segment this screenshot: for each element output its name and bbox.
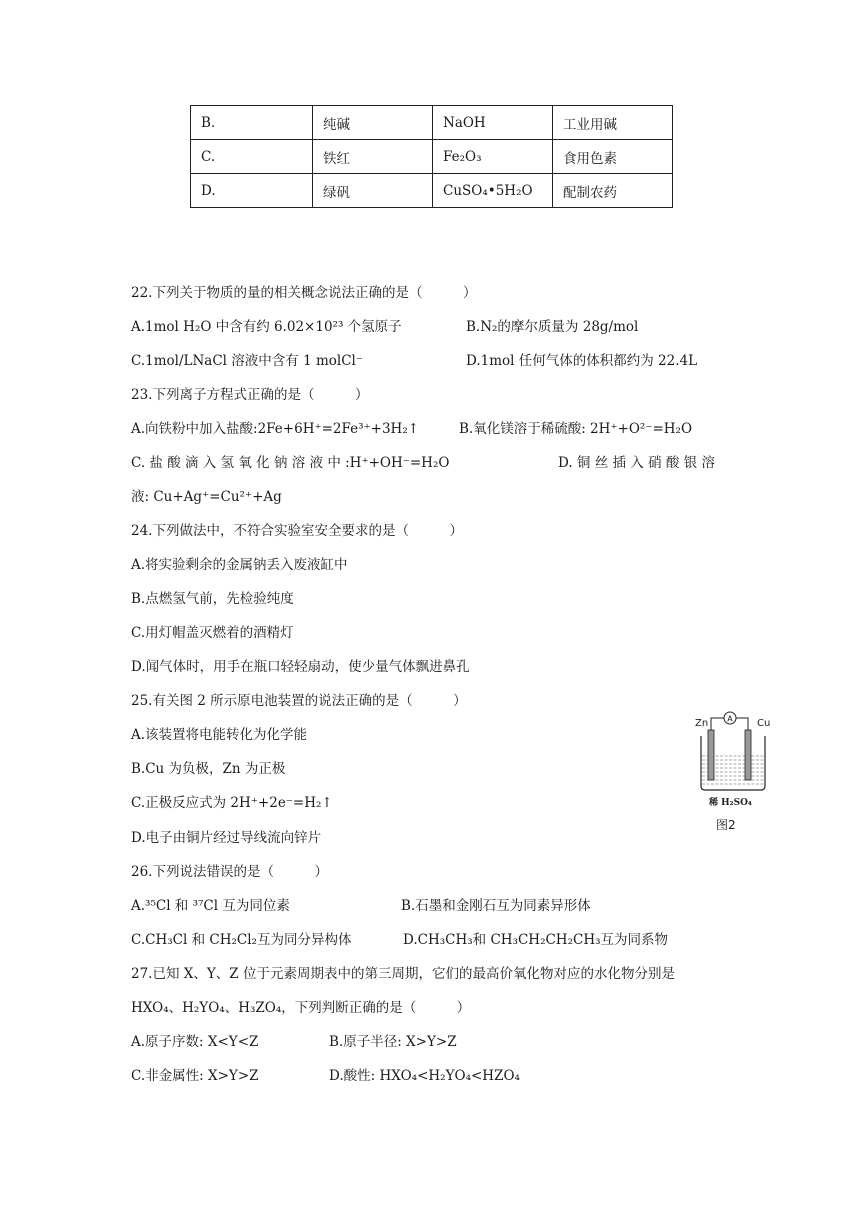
q27-option-b: B.原子半径: X>Y>Z: [329, 1034, 457, 1050]
q26-option-b: B.石墨和金刚石互为同素异形体: [401, 898, 591, 914]
table-row: [191, 174, 673, 208]
q25-option-a: A.该装置将电能转化为化学能: [131, 727, 308, 743]
q25-option-d: D.电子由铜片经过导线流向锌片: [131, 830, 322, 846]
q27-stem-continued: HXO₄、H₂YO₄、H₃ZO₄，下列判断正确的是（ ）: [131, 1000, 471, 1016]
table-row: [191, 140, 673, 174]
table-cell: NaOH: [433, 106, 553, 140]
table-cell: 配制农药: [553, 174, 673, 208]
q24-option-a: A.将实验剩余的金属钠丢入废液缸中: [131, 557, 348, 573]
q27-stem: 27.已知 X、Y、Z 位于元素周期表中的第三周期，它们的最高价氧化物对应的水化物分别是: [131, 966, 675, 982]
zn-label: Zn: [695, 718, 709, 729]
table-cell: 铁红: [313, 140, 433, 174]
q24-stem: 24.下列做法中，不符合实验室安全要求的是（ ）: [131, 523, 463, 539]
q23-option-b: B.氧化镁溶于稀硫酸: 2H⁺+O²⁻=H₂O: [459, 421, 693, 437]
figure-caption: 图2: [716, 818, 736, 832]
table-cell: CuSO₄•5H₂O: [433, 174, 553, 208]
q24-option-c: C.用灯帽盖灭燃着的酒精灯: [131, 625, 294, 641]
q22-option-b: B.N₂的摩尔质量为 28g/mol: [466, 319, 639, 335]
q23-option-d: D. 铜 丝 插 入 硝 酸 银 溶: [558, 455, 715, 471]
q25-option-c: C.正极反应式为 2H⁺+2e⁻=H₂↑: [131, 795, 333, 811]
table-cell: C.: [191, 140, 313, 174]
ammeter-label: A: [727, 714, 733, 724]
q23-option-c: C. 盐 酸 滴 入 氢 氧 化 钠 溶 液 中 :H⁺+OH⁻=H₂O: [131, 455, 450, 471]
q26-option-a: A.³⁵Cl 和 ³⁷Cl 互为同位素: [131, 898, 290, 914]
zinc-electrode: [708, 730, 714, 780]
table-cell: 工业用碱: [553, 106, 673, 140]
q24-option-d: D.闻气体时，用手在瓶口轻轻扇动，使少量气体飘进鼻孔: [131, 659, 470, 675]
cu-label: Cu: [757, 718, 771, 729]
q24-option-b: B.点燃氢气前，先检验纯度: [131, 591, 294, 607]
q22-option-c: C.1mol/LNaCl 溶液中含有 1 molCl⁻: [131, 353, 363, 369]
copper-electrode: [745, 730, 751, 780]
q26-option-d: D.CH₃CH₃和 CH₃CH₂CH₂CH₃互为同系物: [403, 932, 669, 948]
table-cell: 绿矾: [313, 174, 433, 208]
q22-option-a: A.1mol H₂O 中含有约 6.02×10²³ 个氢原子: [131, 319, 402, 335]
table-cell: Fe₂O₃: [433, 140, 553, 174]
q26-stem: 26.下列说法错误的是（ ）: [131, 864, 328, 880]
table-cell: B.: [191, 106, 313, 140]
q23-option-d-continued: 液: Cu+Ag⁺=Cu²⁺+Ag: [131, 489, 282, 505]
table-cell: D.: [191, 174, 313, 208]
options-table: [190, 105, 673, 208]
q22-option-d: D.1mol 任何气体的体积都约为 22.4L: [466, 353, 698, 369]
q23-stem: 23.下列离子方程式正确的是（ ）: [131, 387, 369, 403]
table-row: [191, 106, 673, 140]
q23-option-a: A.向铁粉中加入盐酸:2Fe+6H⁺=2Fe³⁺+3H₂↑: [131, 421, 420, 437]
table-cell: 食用色素: [553, 140, 673, 174]
q22-stem: 22.下列关于物质的量的相关概念说法正确的是（ ）: [131, 285, 477, 301]
solution-label: 稀 H₂SO₄: [709, 798, 752, 808]
q27-option-a: A.原子序数: X<Y<Z: [131, 1034, 259, 1050]
table-cell: 纯碱: [313, 106, 433, 140]
q27-option-c: C.非金属性: X>Y>Z: [131, 1068, 259, 1084]
q27-option-d: D.酸性: HXO₄<H₂YO₄<HZO₄: [329, 1068, 520, 1084]
q25-option-b: B.Cu 为负极，Zn 为正极: [131, 761, 286, 777]
q25-stem: 25.有关图 2 所示原电池装置的说法正确的是（ ）: [131, 693, 467, 709]
q26-option-c: C.CH₃Cl 和 CH₂Cl₂互为同分异构体: [131, 932, 352, 948]
